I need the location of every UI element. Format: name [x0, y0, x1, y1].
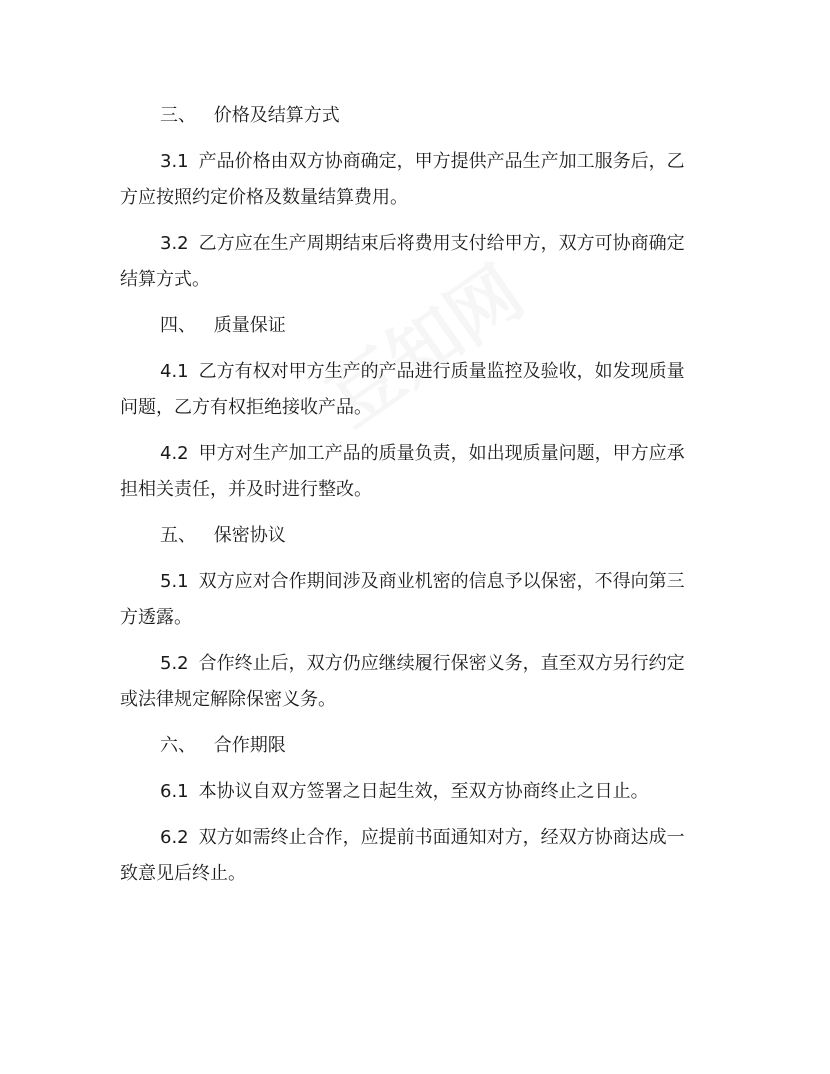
section-number: 三、 [160, 105, 196, 126]
clause-text: 产品价格由双方协商确定，甲方提供产品生产加工服务后，乙方应按照约定价格及数量结算费用。 [120, 151, 685, 208]
clause-number: 4.2 [160, 443, 189, 464]
clause-paragraph [120, 354, 700, 426]
clause-number: 6.1 [160, 781, 189, 802]
section-number: 四、 [160, 315, 196, 336]
clause-paragraph [120, 564, 700, 636]
clause-paragraph [120, 436, 700, 508]
clause-text: 合作终止后，双方仍应继续履行保密义务，直至双方另行约定或法律规定解除保密义务。 [120, 653, 685, 710]
section-heading [120, 98, 700, 134]
section-number: 六、 [160, 735, 196, 756]
document-content [120, 98, 700, 902]
section-title: 价格及结算方式 [213, 105, 340, 126]
clause-number: 3.1 [160, 151, 189, 172]
clause-paragraph [120, 820, 700, 892]
clause-number: 4.1 [160, 361, 189, 382]
section-heading [120, 308, 700, 344]
clause-number: 3.2 [160, 233, 189, 254]
clause-text: 本协议自双方签署之日起生效，至双方协商终止之日止。 [198, 781, 649, 802]
section-title: 保密协议 [213, 525, 286, 546]
clause-text: 双方如需终止合作，应提前书面通知对方，经双方协商达成一致意见后终止。 [120, 827, 685, 884]
section-number: 五、 [160, 525, 196, 546]
clause-text: 乙方应在生产周期结束后将费用支付给甲方，双方可协商确定结算方式。 [120, 233, 685, 290]
clause-number: 5.1 [160, 571, 189, 592]
clause-text: 双方应对合作期间涉及商业机密的信息予以保密，不得向第三方透露。 [120, 571, 685, 628]
clause-paragraph [120, 144, 700, 216]
clause-paragraph [120, 226, 700, 298]
section-heading [120, 518, 700, 554]
clause-text: 甲方对生产加工产品的质量负责，如出现质量问题，甲方应承担相关责任，并及时进行整改。 [120, 443, 685, 500]
clause-text: 乙方有权对甲方生产的产品进行质量监控及验收，如发现质量问题，乙方有权拒绝接收产品。 [120, 361, 685, 418]
clause-paragraph [120, 646, 700, 718]
clause-number: 5.2 [160, 653, 189, 674]
section-title: 质量保证 [213, 315, 286, 336]
clause-paragraph [120, 774, 700, 810]
clause-number: 6.2 [160, 827, 189, 848]
section-title: 合作期限 [213, 735, 286, 756]
section-heading [120, 728, 700, 764]
